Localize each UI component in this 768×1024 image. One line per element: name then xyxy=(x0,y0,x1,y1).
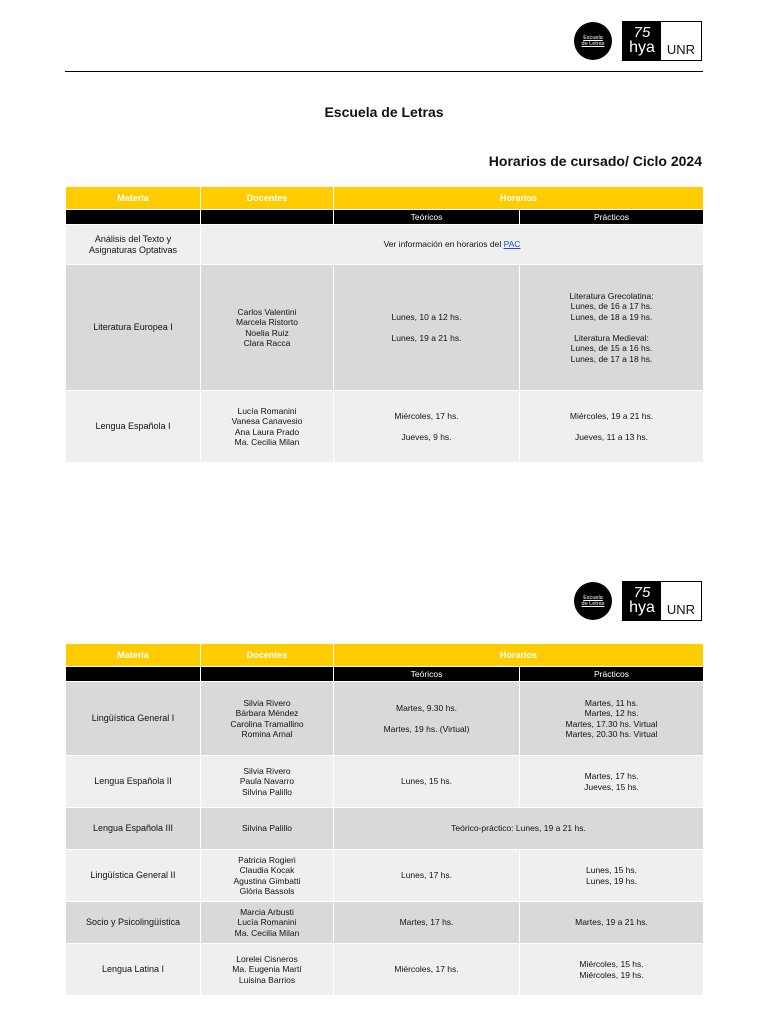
subheader-practicos: Prácticos xyxy=(520,667,704,682)
logo-circle-line1: Escuela xyxy=(583,595,603,601)
materia-cell: Literatura Europea I xyxy=(66,265,201,391)
logo-circle-line2: de Letras xyxy=(581,41,605,47)
table-row xyxy=(66,902,704,944)
docentes-cell: Patricia Rogieri Claudia Kocak Agustina Gimbatti Glòria Bassols xyxy=(201,850,334,902)
materia-cell: Lengua Latina I xyxy=(66,944,201,996)
unr-75-logo xyxy=(622,581,702,621)
table-row xyxy=(66,225,704,265)
teoricos-cell: Martes, 9.30 hs. Martes, 19 hs. (Virtual) xyxy=(334,682,520,756)
teoricos-cell: Miércoles, 17 hs. xyxy=(334,944,520,996)
table-row xyxy=(66,808,704,850)
table-subheader-row xyxy=(66,210,704,225)
escuela-de-letras-logo xyxy=(574,582,612,620)
teoricos-cell: Miércoles, 17 hs. Jueves, 9 hs. xyxy=(334,391,520,463)
logo-unr: UNR xyxy=(666,42,696,57)
logos-top xyxy=(574,21,702,61)
table-row xyxy=(66,850,704,902)
table-row xyxy=(66,265,704,391)
header-docentes: Docentes xyxy=(201,644,334,667)
docentes-cell: Silvia Rivero Paula Navarro Silvina Palillo xyxy=(201,756,334,808)
logo-circle-line2: de Letras xyxy=(581,601,605,607)
teoricos-cell: Lunes, 15 hs. xyxy=(334,756,520,808)
header-horarios: Horarios xyxy=(334,644,704,667)
subheader-practicos: Prácticos xyxy=(520,210,704,225)
table-header-row xyxy=(66,187,704,210)
subheader-teoricos: Teóricos xyxy=(334,667,520,682)
practicos-cell: Miércoles, 19 a 21 hs. Jueves, 11 a 13 hs. xyxy=(520,391,704,463)
table-subheader-row xyxy=(66,667,704,682)
header-materia: Materia xyxy=(66,187,201,210)
materia-cell: Lingüística General II xyxy=(66,850,201,902)
practicos-cell: Miércoles, 15 hs. Miércoles, 19 hs. xyxy=(520,944,704,996)
docentes-cell: Lucía Romanini Vanesa Canavesio Ana Laura Prado Ma. Cecilia Milan xyxy=(201,391,334,463)
practicos-cell: Literatura Grecolatina: Lunes, de 16 a 17 hs. Lunes, de 18 a 19 hs. Literatura Medieval: Lunes, de 15 a 16 hs. Lunes, de 17 a 18 hs. xyxy=(520,265,704,391)
materia-cell: Lengua Española III xyxy=(66,808,201,850)
table-row xyxy=(66,944,704,996)
teoricos-cell: Lunes, 10 a 12 hs. Lunes, 19 a 21 hs. xyxy=(334,265,520,391)
practicos-cell: Lunes, 15 hs. Lunes, 19 hs. xyxy=(520,850,704,902)
logos-bottom xyxy=(574,581,702,621)
practicos-cell: Martes, 17 hs. Jueves, 15 hs. xyxy=(520,756,704,808)
table-row xyxy=(66,756,704,808)
logo-unr: UNR xyxy=(666,602,696,617)
table-row xyxy=(66,391,704,463)
materia-cell: Socio y Psicolingüística xyxy=(66,902,201,944)
escuela-de-letras-logo xyxy=(574,22,612,60)
logo-number: 75 xyxy=(633,24,651,41)
header-docentes: Docentes xyxy=(201,187,334,210)
info-cell xyxy=(201,225,704,265)
logo-circle-line1: Escuela xyxy=(583,35,603,41)
table-header-row xyxy=(66,644,704,667)
logo-letters: hya xyxy=(629,39,655,56)
teoricos-cell: Lunes, 17 hs. xyxy=(334,850,520,902)
combined-cell: Teórico-práctico: Lunes, 19 a 21 hs. xyxy=(334,808,704,850)
docentes-cell: Silvia Rivero Bárbara Méndez Carolina Tramallino Romina Arnal xyxy=(201,682,334,756)
docentes-cell: Marcia Arbusti Lucía Romanini Ma. Cecilia Milan xyxy=(201,902,334,944)
header-horarios: Horarios xyxy=(334,187,704,210)
page-subtitle: Horarios de cursado/ Ciclo 2024 xyxy=(488,153,702,169)
logo-letters: hya xyxy=(629,599,655,616)
docentes-cell: Silvina Palillo xyxy=(201,808,334,850)
header-materia: Materia xyxy=(66,644,201,667)
table-row xyxy=(66,682,704,756)
practicos-cell: Martes, 11 hs. Martes, 12 hs. Martes, 17.30 hs. Virtual Martes, 20.30 hs. Virtual xyxy=(520,682,704,756)
info-text: Ver información en horarios del xyxy=(383,239,504,250)
materia-cell: Lengua Española I xyxy=(66,391,201,463)
unr-75-logo xyxy=(622,21,702,61)
schedule-table-1 xyxy=(65,186,704,463)
docentes-cell: Lorelei Cisneros Ma. Eugenia Martí Luisina Barrios xyxy=(201,944,334,996)
teoricos-cell: Martes, 17 hs. xyxy=(334,902,520,944)
schedule-table-2 xyxy=(65,643,704,996)
subheader-teoricos: Teóricos xyxy=(334,210,520,225)
materia-cell: Lingüística General I xyxy=(66,682,201,756)
docentes-cell: Carlos Valentini Marcela Ristorto Noelia Ruiz Clara Racca xyxy=(201,265,334,391)
page-title: Escuela de Letras xyxy=(324,104,444,120)
materia-cell: Análisis del Texto y Asignaturas Optativas xyxy=(66,225,201,265)
header-rule xyxy=(65,71,703,72)
pac-link[interactable]: PAC xyxy=(503,239,521,250)
materia-cell: Lengua Española II xyxy=(66,756,201,808)
logo-number: 75 xyxy=(633,584,651,601)
practicos-cell: Martes, 19 a 21 hs. xyxy=(520,902,704,944)
